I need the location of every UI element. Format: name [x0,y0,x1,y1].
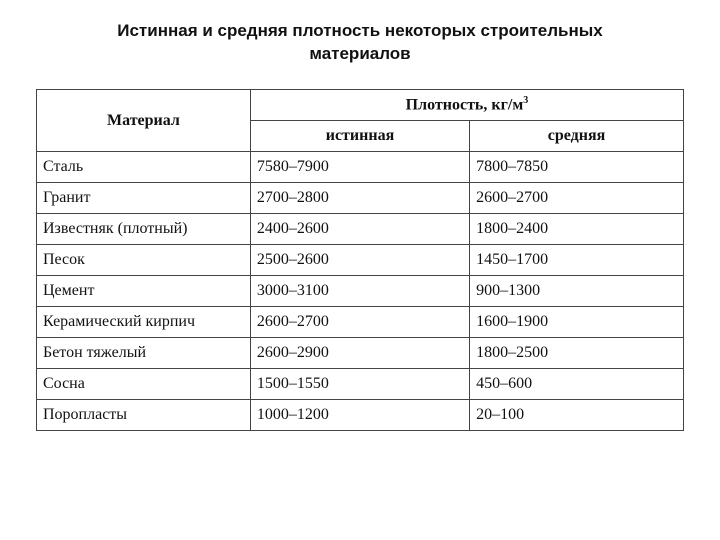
table-row [37,338,684,369]
header-density-label: Плотность, кг/м [405,96,524,114]
true-density-cell: 2700–2800 [250,183,469,214]
true-density-cell: 1500–1550 [250,369,469,400]
material-cell: Известняк (плотный) [37,214,251,245]
material-cell: Керамический кирпич [37,307,251,338]
true-density-cell: 2400–2600 [250,214,469,245]
density-table [36,89,684,431]
table-row [37,400,684,431]
material-cell: Гранит [37,183,251,214]
true-density-cell: 2600–2900 [250,338,469,369]
material-cell: Бетон тяжелый [37,338,251,369]
header-material: Материал [37,90,251,152]
average-density-cell: 20–100 [470,400,684,431]
title-line-2: материалов [309,44,411,63]
average-density-cell: 1600–1900 [470,307,684,338]
true-density-cell: 2600–2700 [250,307,469,338]
header-density-superscript: 3 [523,95,529,107]
material-cell: Сталь [37,152,251,183]
average-density-cell: 900–1300 [470,276,684,307]
true-density-cell: 2500–2600 [250,245,469,276]
average-density-cell: 1450–1700 [470,245,684,276]
table-row [37,276,684,307]
header-density [250,90,683,121]
header-average-density: средняя [470,121,684,152]
table-row [37,152,684,183]
true-density-cell: 7580–7900 [250,152,469,183]
table-row [37,307,684,338]
table-row [37,369,684,400]
table-row [37,183,684,214]
average-density-cell: 2600–2700 [470,183,684,214]
material-cell: Песок [37,245,251,276]
true-density-cell: 3000–3100 [250,276,469,307]
average-density-cell: 7800–7850 [470,152,684,183]
title-line-1: Истинная и средняя плотность некоторых строительных [117,21,603,40]
material-cell: Поропласты [37,400,251,431]
average-density-cell: 450–600 [470,369,684,400]
true-density-cell: 1000–1200 [250,400,469,431]
table-row [37,214,684,245]
header-row [37,90,684,121]
material-cell: Цемент [37,276,251,307]
page-title [40,19,680,65]
header-true-density: истинная [250,121,469,152]
average-density-cell: 1800–2500 [470,338,684,369]
material-cell: Сосна [37,369,251,400]
average-density-cell: 1800–2400 [470,214,684,245]
table-row [37,245,684,276]
